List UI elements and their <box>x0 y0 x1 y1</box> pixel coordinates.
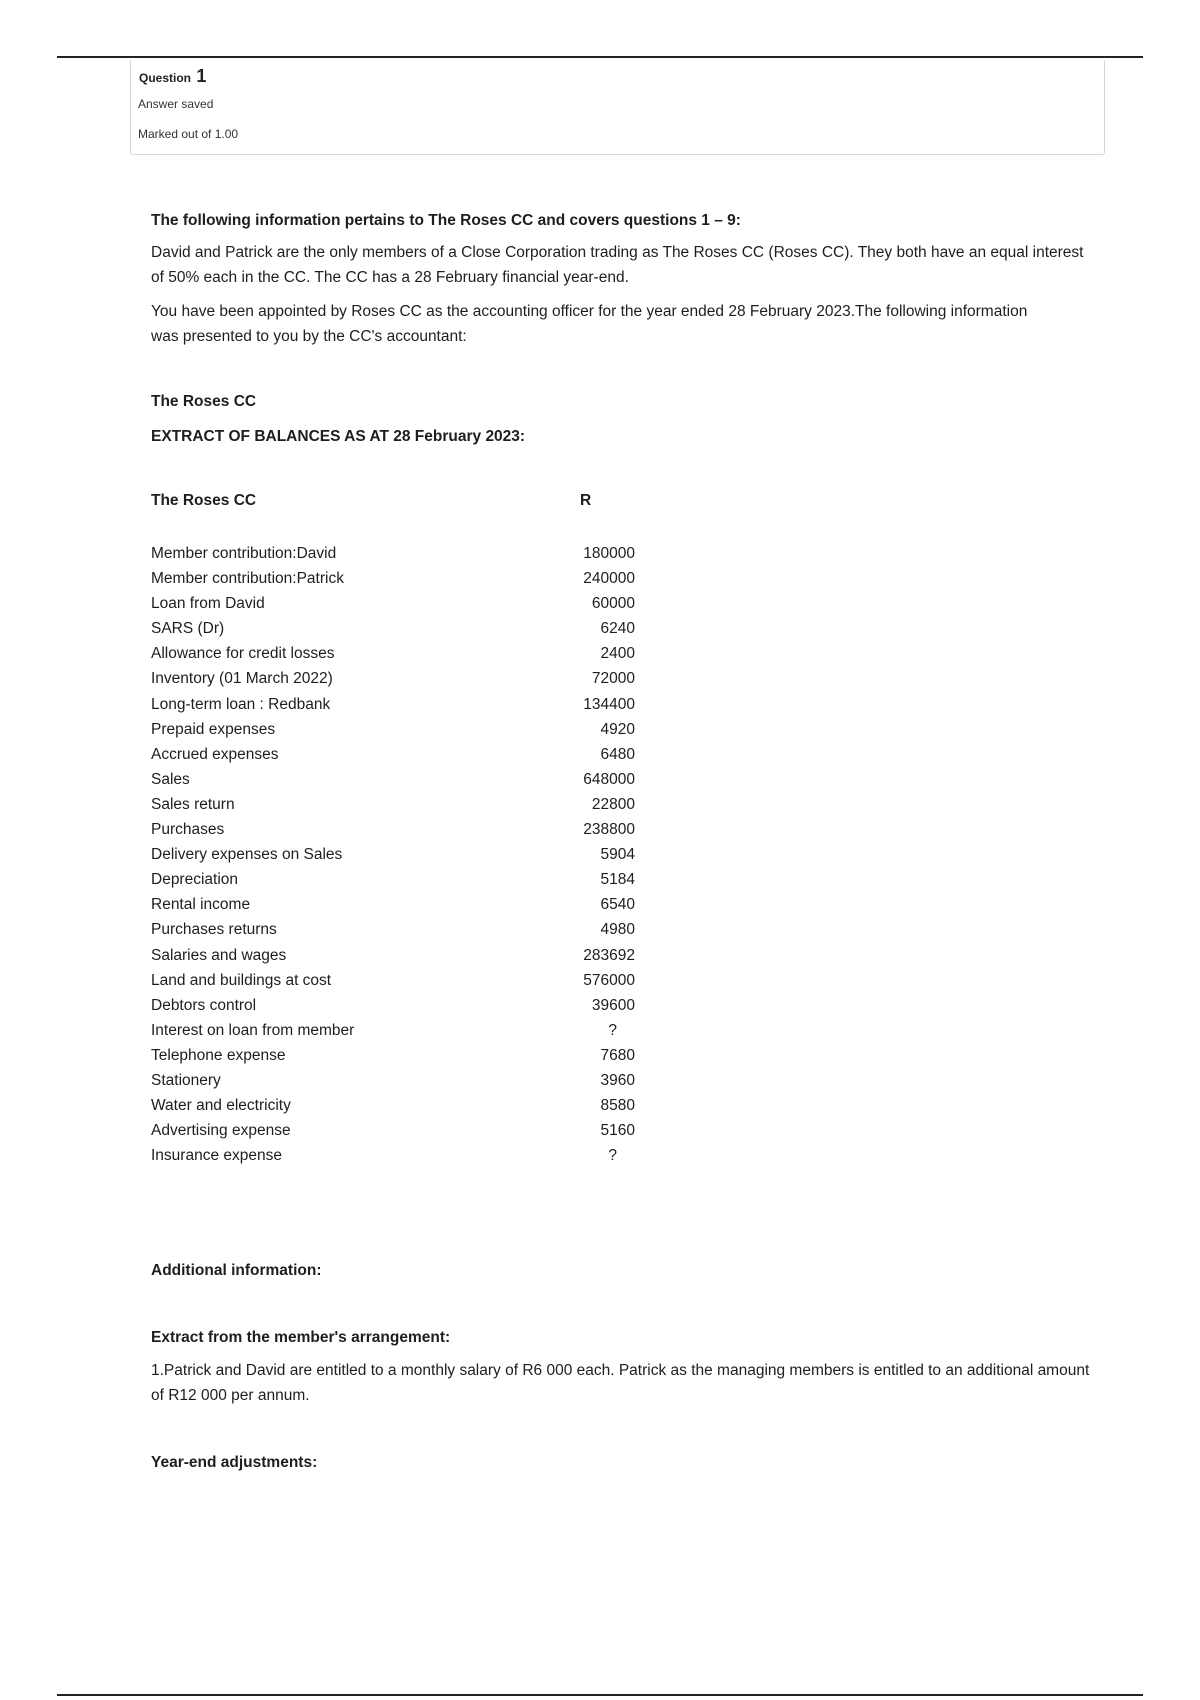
table-row <box>151 1118 635 1143</box>
table-row <box>151 867 635 892</box>
table-row <box>151 1143 635 1168</box>
account-amount: 576000 <box>583 971 635 989</box>
account-name: Stationery <box>151 1071 221 1089</box>
arrangement-heading: Extract from the member's arrangement: <box>151 1329 451 1346</box>
intro-paragraph-1: David and Patrick are the only members of a Close Corporation trading as The Roses CC (Roses CC). They both have an equal interest of 50% each in the CC. The CC has a 28 February financial year-end. <box>151 244 1084 286</box>
table-row <box>151 892 635 917</box>
question-info-box <box>130 60 1105 155</box>
account-name: Sales return <box>151 795 235 813</box>
account-name: Land and buildings at cost <box>151 971 332 989</box>
entity-name: The Roses CC <box>151 393 257 410</box>
extract-title: EXTRACT OF BALANCES AS AT 28 February 2023: <box>151 428 526 445</box>
account-name: Allowance for credit losses <box>151 645 335 663</box>
account-amount: ? <box>608 1147 617 1165</box>
table-row <box>151 616 635 641</box>
account-name: Member contribution:David <box>151 545 337 562</box>
account-amount: 8580 <box>600 1097 635 1115</box>
table-row <box>151 993 635 1018</box>
table-row <box>151 1068 635 1093</box>
top-rule <box>57 56 1143 58</box>
account-amount: 22800 <box>591 795 635 813</box>
table-row <box>151 742 635 767</box>
account-amount: 6480 <box>600 745 635 763</box>
table-row <box>151 1018 635 1043</box>
table-row <box>151 717 635 742</box>
table-row <box>151 641 635 666</box>
account-name: Delivery expenses on Sales <box>151 846 343 864</box>
question-label: Question <box>139 71 192 85</box>
account-amount: 4980 <box>600 921 635 939</box>
account-amount: 238800 <box>583 821 635 839</box>
arrangement-item-1: 1.Patrick and David are entitled to a monthly salary of R6 000 each. Patrick as the managing members is entitled to an additional amount of R12 000 per annum. <box>151 1362 1090 1404</box>
table-row <box>151 917 635 942</box>
additional-info-heading: Additional information: <box>151 1262 322 1279</box>
account-name: Insurance expense <box>151 1147 282 1165</box>
account-name: Purchases returns <box>151 921 277 939</box>
table-row <box>151 943 635 968</box>
account-name: SARS (Dr) <box>151 620 225 638</box>
intro-heading: The following information pertains to The Roses CC and covers questions 1 – 9: <box>151 212 741 229</box>
table-row <box>151 817 635 842</box>
account-name: Sales <box>151 770 190 788</box>
account-amount: 72000 <box>591 670 635 688</box>
table-row <box>151 1093 635 1118</box>
account-name: Water and electricity <box>151 1097 291 1115</box>
balances-table-label: The Roses CC <box>151 492 257 509</box>
account-name: Inventory (01 March 2022) <box>151 670 333 688</box>
table-row <box>151 666 635 691</box>
account-name: Loan from David <box>151 595 265 613</box>
account-amount: 240000 <box>583 570 635 588</box>
account-name: Rental income <box>151 896 251 914</box>
account-name: Debtors control <box>151 996 257 1014</box>
account-amount: 4920 <box>600 720 635 738</box>
account-amount: 6240 <box>600 620 635 638</box>
balances-table-unit: R <box>580 492 592 509</box>
account-name: Accrued expenses <box>151 745 279 763</box>
account-amount: ? <box>608 1021 617 1039</box>
account-name: Advertising expense <box>151 1122 291 1140</box>
table-row <box>151 591 635 616</box>
table-row <box>151 842 635 867</box>
table-row <box>151 767 635 792</box>
year-end-heading: Year-end adjustments: <box>151 1454 318 1471</box>
table-row <box>151 1043 635 1068</box>
account-amount: 648000 <box>583 770 635 788</box>
account-name: Prepaid expenses <box>151 720 276 738</box>
table-row <box>151 566 635 591</box>
table-row <box>151 541 635 566</box>
account-name: Purchases <box>151 821 225 839</box>
intro-paragraph-2: You have been appointed by Roses CC as the accounting officer for the year ended 28 February 2023.The following information was presented to you by the CC's accountant: <box>151 303 1028 345</box>
account-amount: 283692 <box>583 946 635 964</box>
account-name: Member contribution:Patrick <box>151 570 344 588</box>
account-amount: 5904 <box>600 846 635 864</box>
account-amount: 3960 <box>600 1071 635 1089</box>
account-amount: 5160 <box>600 1122 635 1140</box>
question-state: Answer saved <box>138 97 214 111</box>
account-amount: 134400 <box>583 695 635 713</box>
account-amount: 6540 <box>600 896 635 914</box>
table-row <box>151 968 635 993</box>
table-row <box>151 792 635 817</box>
account-amount: 60000 <box>591 595 635 613</box>
table-row <box>151 692 635 717</box>
account-name: Interest on loan from member <box>151 1021 355 1039</box>
question-number <box>139 66 206 87</box>
question-number-value: 1 <box>196 66 207 86</box>
account-amount: 5184 <box>600 871 635 889</box>
account-name: Telephone expense <box>151 1046 286 1064</box>
bottom-rule <box>57 1694 1143 1696</box>
account-name: Long-term loan : Redbank <box>151 695 331 713</box>
account-amount: 39600 <box>591 996 635 1014</box>
balances-table <box>151 541 635 1168</box>
account-name: Depreciation <box>151 871 239 889</box>
account-amount: 7680 <box>600 1046 635 1064</box>
account-amount: 180000 <box>583 545 635 562</box>
question-grade: Marked out of 1.00 <box>138 127 239 141</box>
account-name: Salaries and wages <box>151 946 287 964</box>
account-amount: 2400 <box>600 645 635 663</box>
